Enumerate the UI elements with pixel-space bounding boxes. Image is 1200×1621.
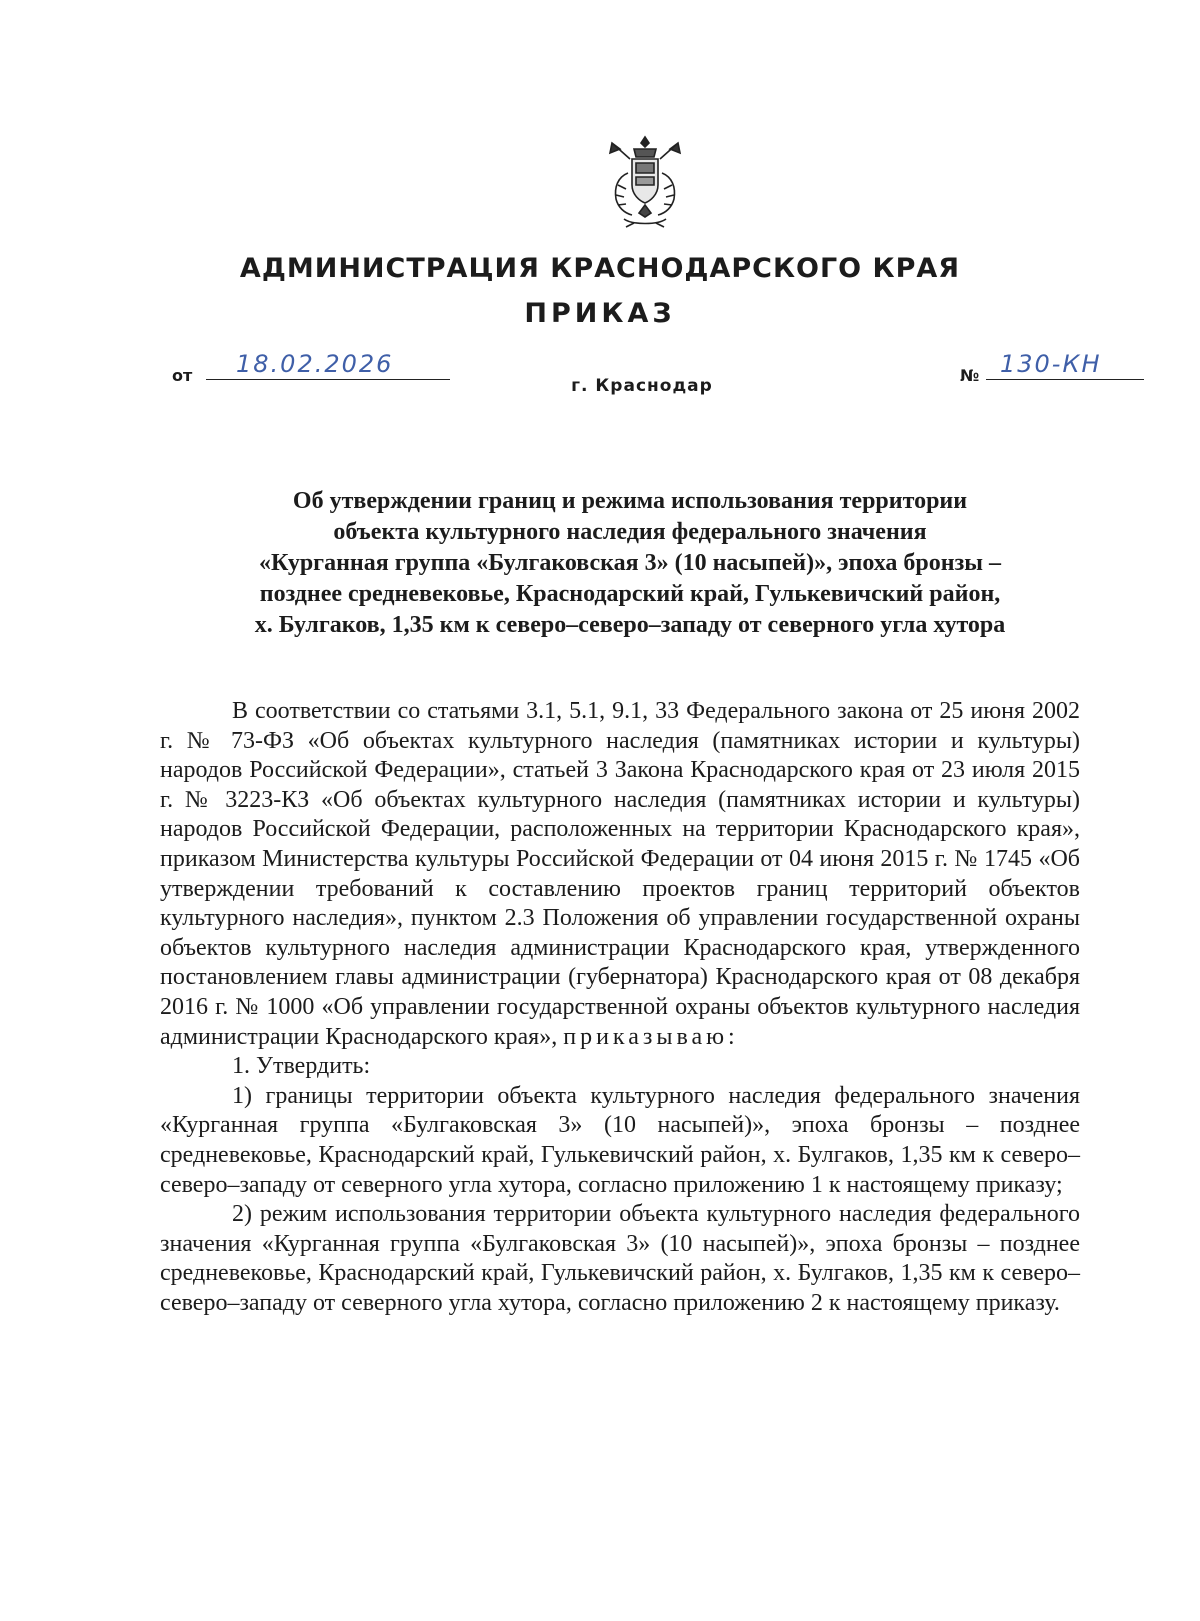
date-label: от <box>172 366 193 385</box>
title-line: х. Булгаков, 1,35 км к северо–северо–западу от северного угла хутора <box>254 612 1006 638</box>
item-1-1: 1) границы территории объекта культурного наследия федерального значения «Курганная группа «Булгаковская 3» (10 насыпей)», эпоха бронзы – позднее средневековье, Краснодарский край, Гулькевичский район, х. Булгаков, 1,35 км к северо–северо–западу от северного угла хутора, согласно приложению 1 к настоящему приказу; <box>160 1082 1080 1198</box>
preamble-text: В соответствии со статьями 3.1, 5.1, 9.1, 33 Федерального закона от 25 июня 2002 г. № 73-ФЗ «Об объектах культурного наследия (памятниках истории и культуры) народов Российской Федерации», статьей 3 Закона Краснодарского края от 23 июля 2015 г. № 3223-КЗ «Об объектах культурного наследия (памятниках истории и культуры) народов Российской Федерации, расположенных на территории Краснодарского края», приказом Министерства культуры Российской Федерации от 04 июня 2015 г. № 1745 «Об утверждении требований к составлению проектов границ территорий объектов культурного наследия», пунктом 2.3 Положения об управлении государственной охраны объектов культурного наследия администрации Краснодарского края, утвержденного постановлением главы администрации (губернатора) Краснодарского края от 08 декабря 2016 г. № 1000 «Об управлении государственной охраны объектов культурного наследия администрации Краснодарского края», <box>160 698 1080 1050</box>
document-body <box>160 697 1080 1318</box>
item-1-2: 2) режим использования территории объекта культурного наследия федерального значения «Курганная группа «Булгаковская 3» (10 насыпей)», эпоха бронзы – позднее средневековье, Краснодарский край, Гулькевичский район, х. Булгаков, 1,35 км к северо–северо–западу от северного угла хутора, согласно приложению 2 к настоящему приказу. <box>160 1201 1080 1316</box>
document-type: ПРИКАЗ <box>524 298 676 329</box>
order-word: приказываю: <box>563 1023 739 1050</box>
preamble-paragraph <box>160 697 1080 1052</box>
title-line: позднее средневековье, Краснодарский край, Гулькевичский район, <box>259 581 1001 607</box>
number-label: № <box>960 366 980 385</box>
date-value: 18.02.2026 <box>206 350 450 380</box>
item-1: 1. Утвердить: <box>232 1053 371 1080</box>
document-title <box>170 486 1090 641</box>
title-line: объекта культурного наследия федерального значения <box>333 519 927 545</box>
coat-of-arms-icon <box>604 133 686 229</box>
city: г. Краснодар <box>571 376 713 396</box>
organization-name: АДМИНИСТРАЦИЯ КРАСНОДАРСКОГО КРАЯ <box>239 253 961 284</box>
number-value: 130-КН <box>986 350 1144 380</box>
title-line: «Курганная группа «Булгаковская 3» (10 насыпей)», эпоха бронзы – <box>259 550 1001 576</box>
title-line: Об утверждении границ и режима использования территории <box>292 488 968 514</box>
